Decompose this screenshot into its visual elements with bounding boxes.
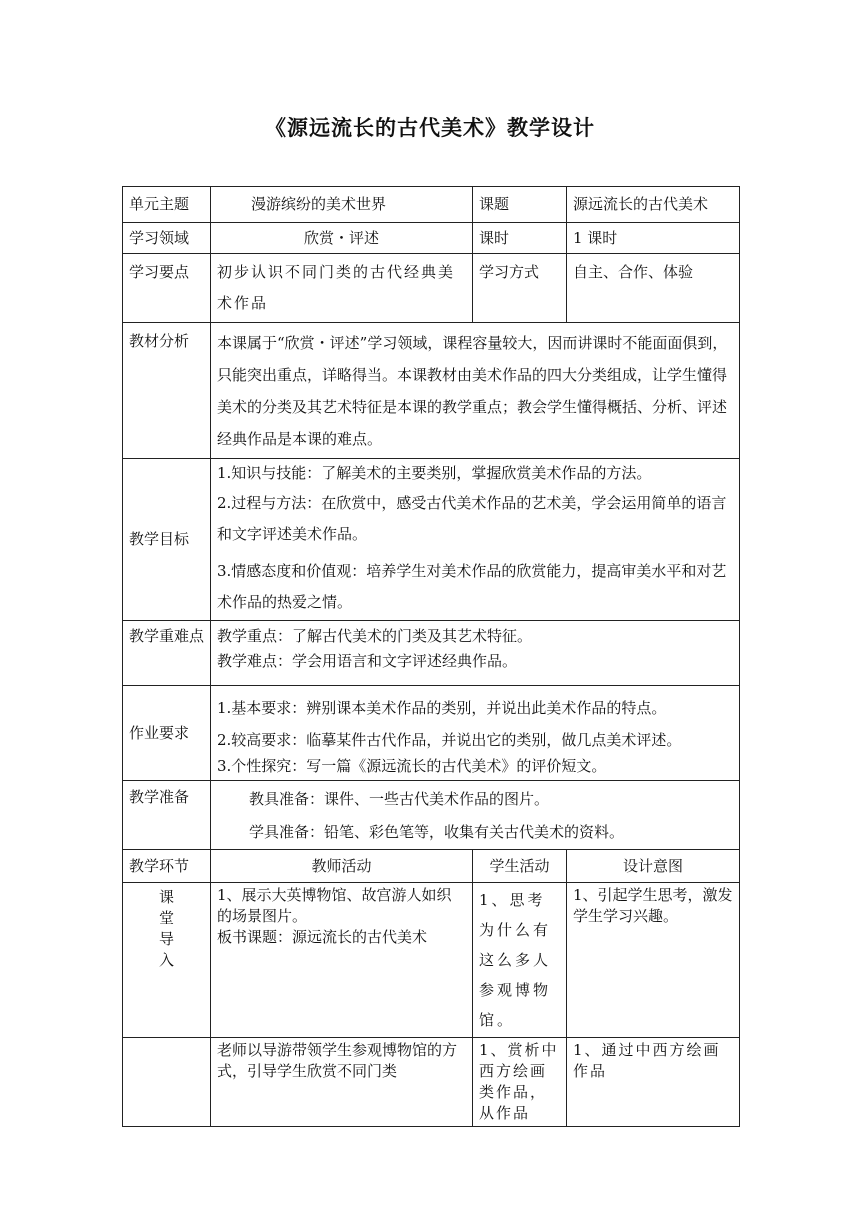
student-activity-intro: 1、思考为什么有这么多人参观博物馆。 [473,883,567,1038]
teacher-activity-intro [211,883,473,1038]
homework-item: 3.个性探究：写一篇《源远流长的古代美术》的评价短文。 [217,757,607,775]
label-method: 学习方式 [473,254,567,323]
prep-list [211,781,740,850]
row-domain [123,223,740,254]
homework-item: 1.基本要求：辨别课本美术作品的类别，并说出此美术作品的特点。 [217,699,667,717]
header-student: 学生活动 [473,850,567,883]
difficulty-item: 教学难点：学会用语言和文字评述经典作品。 [217,652,518,670]
stage-char: 课 [158,888,174,906]
label-goals: 教学目标 [123,459,211,621]
student-activity-2: 1、赏析中西方绘画类作品，从作品 [473,1038,567,1127]
label-unit-theme: 单元主题 [123,187,211,223]
value-analysis: 本课属于“欣赏・评述”学习领域，课程容量较大，因而讲课时不能面面俱到，只能突出重点，详略得当。本课教材由美术作品的四大分类组成，让学生懂得美术的分类及其艺术特征是本课的教学重点；教会学生懂得概括、分析、评述经典作品是本课的难点。 [211,323,740,459]
teacher-activity-2: 老师以导游带领学生参观博物馆的方式，引导学生欣赏不同门类 [211,1038,473,1127]
document-title: 《源远流长的古代美术》教学设计 [265,116,595,140]
header-stage: 教学环节 [123,850,211,883]
stage-char: 导 [158,930,174,948]
label-difficulty: 教学重难点 [123,621,211,686]
value-key-points: 初步认识不同门类的古代经典美术作品 [211,254,473,323]
label-topic: 课题 [473,187,567,223]
row-homework [123,686,740,781]
value-unit-theme: 漫游缤纷的美术世界 [211,187,473,223]
process-header-row [123,850,740,883]
design-intent-2: 1、通过中西方绘画作品 [567,1038,740,1127]
value-method: 自主、合作、体验 [567,254,740,323]
row-analysis [123,323,740,459]
prep-item: 学具准备：铅笔、彩色笔等，收集有关古代美术的资料。 [249,823,625,841]
value-topic: 源远流长的古代美术 [567,187,740,223]
stage-intro [123,883,211,1038]
stage-char: 堂 [158,909,174,927]
row-prep [123,781,740,850]
label-domain: 学习领域 [123,223,211,254]
goal-item: 1.知识与技能：了解美术的主要类别，掌握欣赏美术作品的方法。 [217,464,652,482]
goal-item: 3.情感态度和价值观：培养学生对美术作品的欣赏能力，提高审美水平和对艺术作品的热爱之情。 [217,562,727,611]
row-unit-theme [123,187,740,223]
teacher-activity-line: 板书课题：源远流长的古代美术 [217,928,428,946]
label-homework: 作业要求 [123,686,211,781]
homework-list [211,686,740,781]
stage-char: 入 [158,951,174,969]
goals-list [211,459,740,621]
header-teacher: 教师活动 [211,850,473,883]
row-goals [123,459,740,621]
process-row-intro [123,883,740,1038]
goal-item: 2.过程与方法：在欣赏中，感受古代美术作品的艺术美，学会运用简单的语言和文字评述美术作品。 [217,494,727,543]
header-intent: 设计意图 [567,850,740,883]
process-row-2 [123,1038,740,1127]
label-prep: 教学准备 [123,781,211,850]
label-analysis: 教材分析 [123,323,211,459]
prep-item: 教具准备：课件、一些古代美术作品的图片。 [249,790,550,808]
value-domain: 欣赏・评述 [211,223,473,254]
design-intent-intro: 1、引起学生思考，激发学生学习兴趣。 [567,883,740,1038]
row-difficulty [123,621,740,686]
label-hours: 课时 [473,223,567,254]
row-key-points [123,254,740,323]
homework-item: 2.较高要求：临摹某件古代作品，并说出它的类别，做几点美术评述。 [217,731,682,749]
lesson-plan-table [122,186,740,1127]
teacher-activity-line: 1、展示大英博物馆、故宫游人如织的场景图片。 [217,886,452,925]
difficulty-item: 教学重点：了解古代美术的门类及其艺术特征。 [217,627,533,645]
label-key-points: 学习要点 [123,254,211,323]
stage-2 [123,1038,211,1127]
value-hours: 1 课时 [567,223,740,254]
difficulty-list [211,621,740,686]
